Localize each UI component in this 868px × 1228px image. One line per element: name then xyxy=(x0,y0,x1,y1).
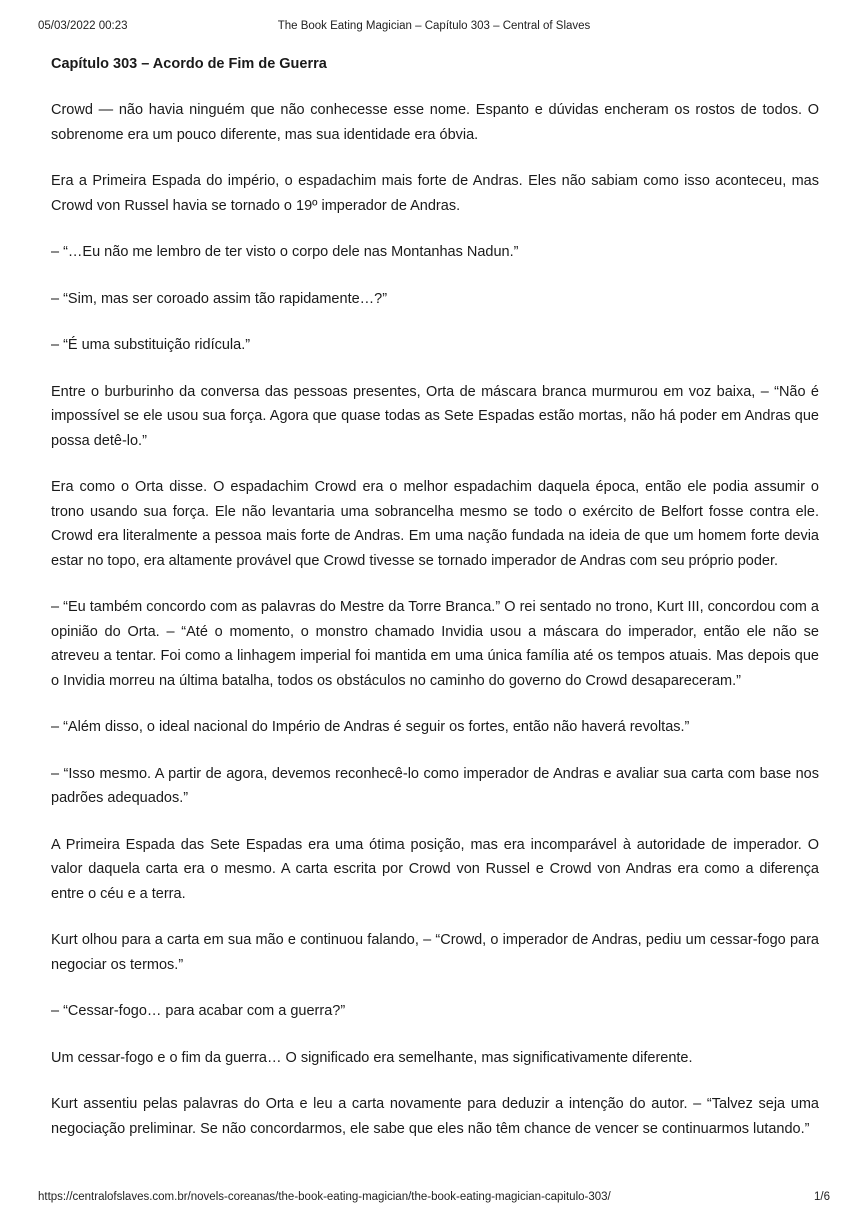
paragraph: – “Isso mesmo. A partir de agora, devemos reconhecê-lo como imperador de Andras e avaliar sua carta com base nos padrões adequados.” xyxy=(51,765,819,806)
chapter-title: Capítulo 303 – Acordo de Fim de Guerra xyxy=(51,56,327,72)
document-title: The Book Eating Magician – Capítulo 303 – Central of Slaves xyxy=(277,20,591,32)
paragraph: Kurt olhou para a carta em sua mão e continuou falando, – “Crowd, o imperador de Andras, pediu um cessar-fogo para negociar os termos.” xyxy=(51,932,819,973)
article-body xyxy=(51,54,819,1163)
paragraph: Era como o Orta disse. O espadachim Crowd era o melhor espadachim daquela época, então ele podia assumir o trono usando sua força. Ele não levantaria uma sobrancelha mesmo se todo o exército de Belfort fosse contra ele. Crowd era literalmente a pessoa mais forte de Andras. Em uma nação fundada na ideia de que um homem forte devia estar no topo, era altamente provável que Crowd tivesse se tornado imperador de Andras com seu próprio poder. xyxy=(51,479,819,569)
paragraph: Um cessar-fogo e o fim da guerra… O significado era semelhante, mas significativamente diferente. xyxy=(51,1049,693,1066)
paragraph: – “Sim, mas ser coroado assim tão rapidamente…?” xyxy=(51,290,388,307)
paragraph: – “Cessar-fogo… para acabar com a guerra?” xyxy=(51,1003,346,1019)
paragraph: Kurt assentiu pelas palavras do Orta e leu a carta novamente para deduzir a intenção do autor. – “Talvez seja uma negociação preliminar. Se não concordarmos, ele sabe que eles não têm chance de vencer se continuarmos lutando.” xyxy=(51,1096,819,1137)
paragraph: Era a Primeira Espada do império, o espadachim mais forte de Andras. Eles não sabiam como isso aconteceu, mas Crowd von Russel havia se tornado o 19º imperador de Andras. xyxy=(51,173,819,214)
paragraph: – “É uma substituição ridícula.” xyxy=(51,337,251,353)
paragraph: – “Além disso, o ideal nacional do Império de Andras é seguir os fortes, então não haverá revoltas.” xyxy=(51,719,690,735)
paragraph: Entre o burburinho da conversa das pessoas presentes, Orta de máscara branca murmurou em voz baixa, – “Não é impossível se ele usou sua força. Agora que quase todas as Sete Espadas estão mortas, não há poder em Andras que possa detê-lo.” xyxy=(51,383,819,449)
paragraph: A Primeira Espada das Sete Espadas era uma ótima posição, mas era incomparável à autoridade de imperador. O valor daquela carta era o mesmo. A carta escrita por Crowd von Russel e Crowd von Andras era como a diferença entre o céu e a terra. xyxy=(51,836,819,902)
print-footer xyxy=(38,1191,830,1207)
page-number: 1/6 xyxy=(814,1191,830,1203)
paragraph: – “Eu também concordo com as palavras do Mestre da Torre Branca.” O rei sentado no trono, Kurt III, concordou com a opinião do Orta. – “Até o momento, o monstro chamado Invidia usou a máscara do imperador, então ele não se atreveu a tentar. Foi como a linhagem imperial foi mantida em uma única família até os tempos atuais. Mas depois que o Invidia morreu na última batalha, todos os obstáculos no caminho do governo do Crowd desapareceram.” xyxy=(51,599,819,689)
print-datetime: 05/03/2022 00:23 xyxy=(38,20,128,32)
paragraph: – “…Eu não me lembro de ter visto o corpo dele nas Montanhas Nadun.” xyxy=(51,244,519,260)
print-header xyxy=(38,20,830,36)
page-url[interactable]: https://centralofslaves.com.br/novels-coreanas/the-book-eating-magician/the-book-eating-magician-capitulo-303/ xyxy=(38,1191,611,1203)
paragraph: Crowd — não havia ninguém que não conhecesse esse nome. Espanto e dúvidas encheram os rostos de todos. O sobrenome era um pouco diferente, mas sua identidade era óbvia. xyxy=(51,102,819,143)
